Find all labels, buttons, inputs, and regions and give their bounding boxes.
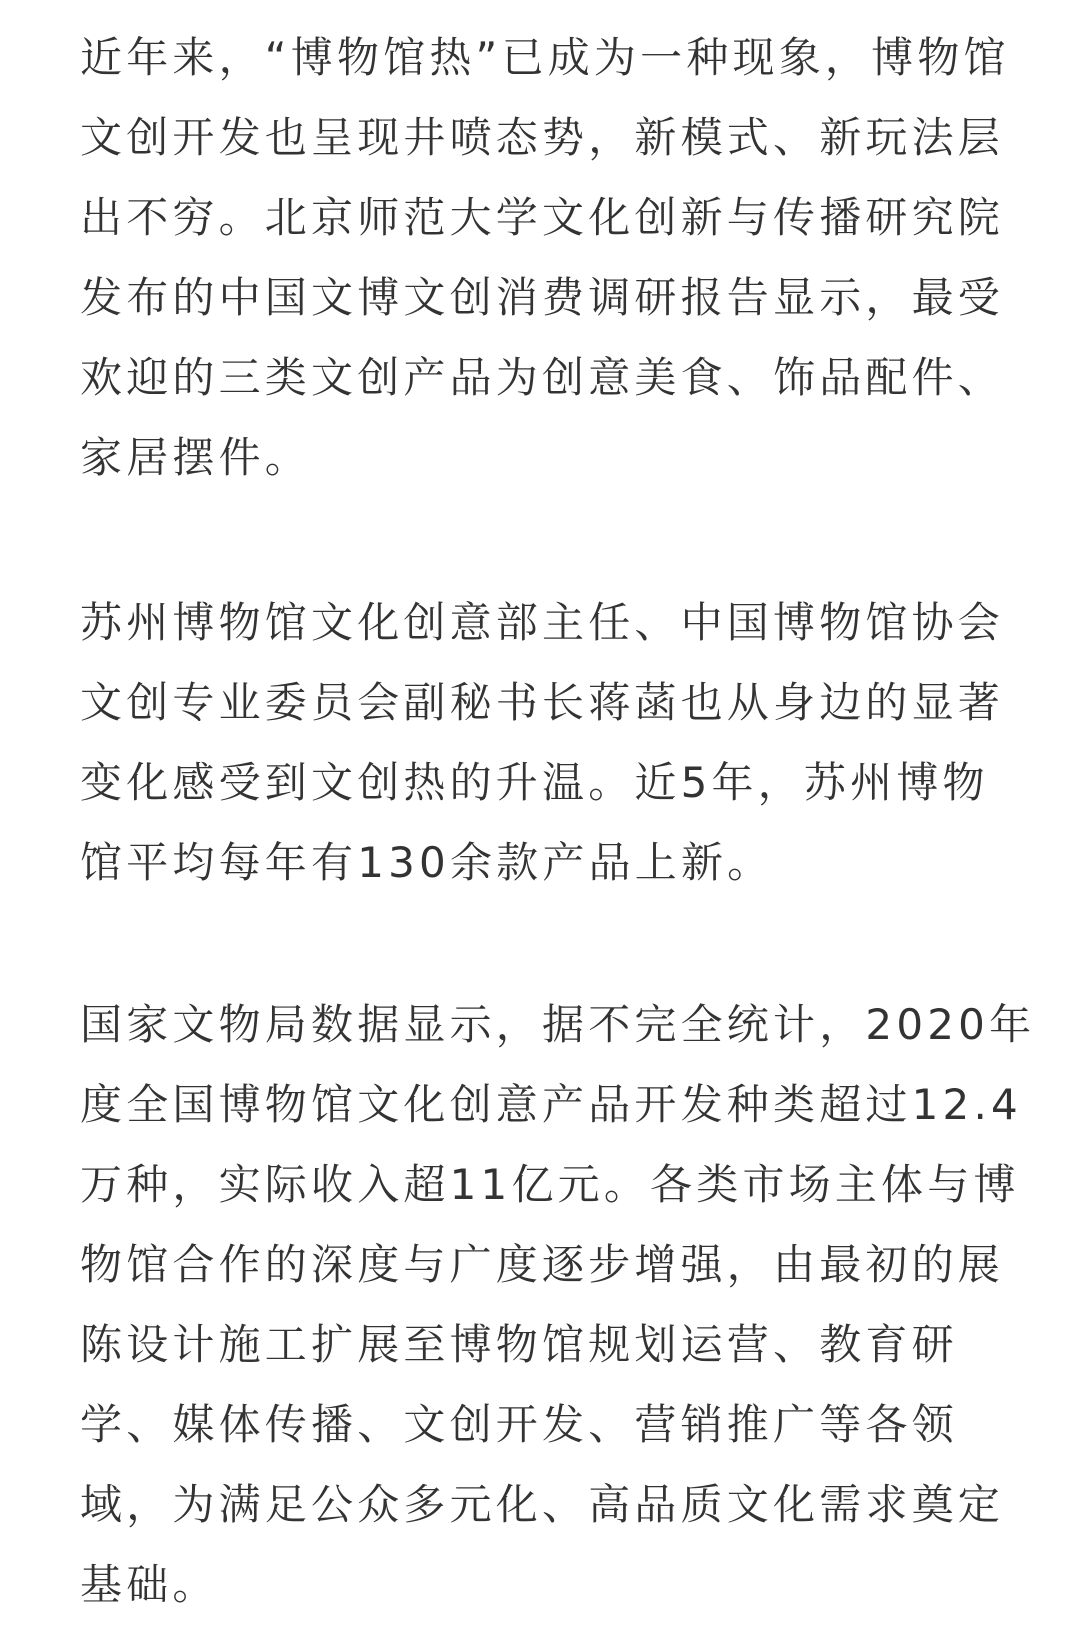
text-line: 发布的中国文博文创消费调研报告显示，最受 — [80, 273, 1005, 322]
text-line: 变化感受到文创热的升温。近5年，苏州博物 — [80, 758, 989, 807]
paragraph-national-statistics — [80, 985, 1035, 1625]
text-line: 学、媒体传播、文创开发、营销推广等各领 — [80, 1400, 958, 1449]
text-line: 苏州博物馆文化创意部主任、中国博物馆协会 — [80, 598, 1005, 647]
paragraph-museum-boom — [80, 18, 1010, 498]
text-line: 家居摆件。 — [80, 433, 312, 482]
paragraph-suzhou-museum — [80, 583, 1004, 903]
text-line: 万种，实际收入超11亿元。各类市场主体与博 — [80, 1160, 1020, 1209]
text-line: 基础。 — [80, 1560, 219, 1609]
text-line: 国家文物局数据显示，据不完全统计，2020年 — [80, 1000, 1036, 1049]
text-line: 物馆合作的深度与广度逐步增强，由最初的展 — [80, 1240, 1005, 1289]
text-line: 度全国博物馆文化创意产品开发种类超过12.4 — [80, 1080, 1022, 1129]
text-line: 馆平均每年有130余款产品上新。 — [80, 838, 774, 887]
text-line: 域，为满足公众多元化、高品质文化需求奠定 — [80, 1480, 1005, 1529]
text-line: 欢迎的三类文创产品为创意美食、饰品配件、 — [80, 353, 1005, 402]
text-line: 近年来，“博物馆热”已成为一种现象，博物馆 — [80, 33, 1010, 82]
text-line: 文创专业委员会副秘书长蒋菡也从身边的显著 — [80, 678, 1005, 727]
text-line: 出不穷。北京师范大学文化创新与传播研究院 — [80, 193, 1005, 242]
text-line: 文创开发也呈现井喷态势，新模式、新玩法层 — [80, 113, 1005, 162]
text-line: 陈设计施工扩展至博物馆规划运营、教育研 — [80, 1320, 958, 1369]
